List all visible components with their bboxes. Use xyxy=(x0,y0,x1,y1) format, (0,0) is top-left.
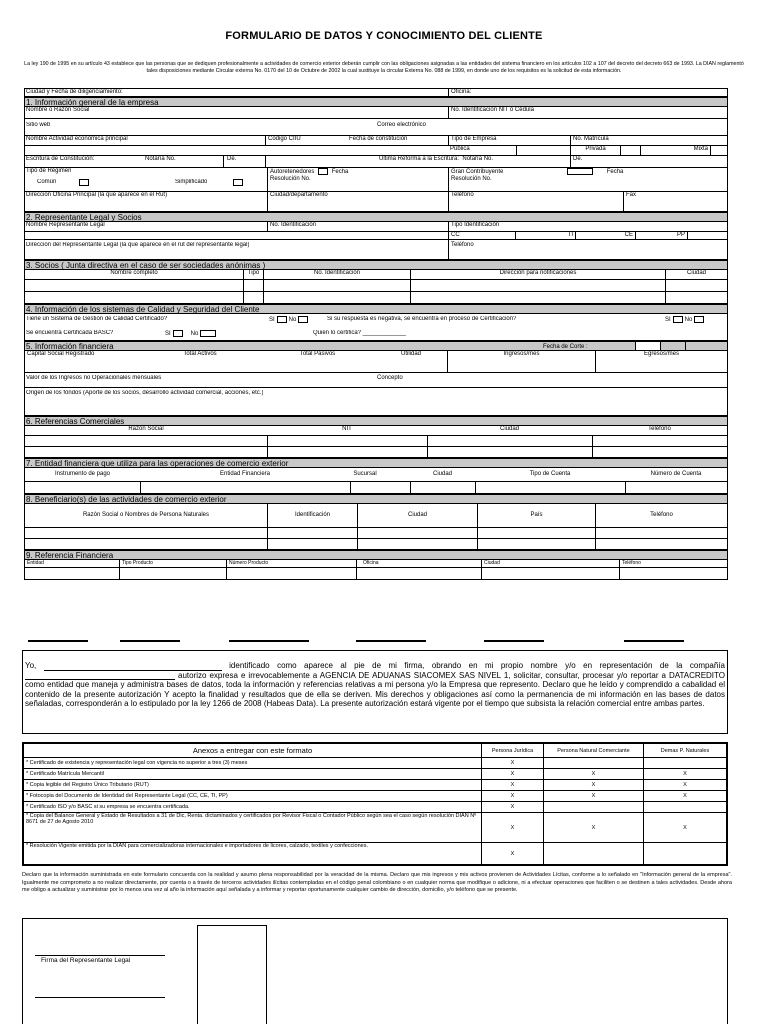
const-date-label: Fecha de constitución xyxy=(349,136,408,142)
section-7-title: 7. Entidad financiera que utiliza para las operaciones de comercio exterior xyxy=(26,459,289,468)
s2-row-1 xyxy=(25,222,727,232)
email-field[interactable] xyxy=(375,119,727,135)
annex-item-text: * Certificado de existencia y representación legal con vigencia no superior a tres (3) meses xyxy=(24,758,482,769)
notaria-label: Notaría No. xyxy=(145,156,176,162)
cut-date-box[interactable] xyxy=(635,342,661,350)
matricula-label: No. Matrícula xyxy=(573,136,609,142)
q1-si-checkbox[interactable] xyxy=(277,316,287,323)
section-9-underlines xyxy=(24,640,728,646)
header-row xyxy=(25,88,727,97)
annex-mark-juridica[interactable]: X xyxy=(482,780,544,791)
s6-col-city: Ciudad xyxy=(499,426,519,432)
s7-col-branch: Sucursal xyxy=(353,471,377,477)
s6-row-a[interactable] xyxy=(25,436,727,447)
annex-mark-natural[interactable]: X xyxy=(544,791,644,802)
other-income-label: Valor de los Ingresos no Operacionales mensuales xyxy=(26,375,162,381)
annex-item-text: * Copia legible del Registro Único Tributario (RUT) xyxy=(24,780,482,791)
s3-col-type: Tipo xyxy=(243,270,263,279)
s5-col-assets: Total Activos xyxy=(183,351,217,357)
ciiu-field[interactable] xyxy=(265,136,325,145)
email-label: Correo electrónico xyxy=(377,122,427,128)
ti-label: TI xyxy=(567,232,573,238)
annex-item-text: * Certificado ISO y/o BASC si su empresa se encuentra certificada. xyxy=(24,802,482,813)
s8-col-name: Razón Social o Nombres de Persona Naturales xyxy=(82,512,210,518)
fax-label: Fax xyxy=(626,192,637,198)
pp-label: PP xyxy=(676,232,685,238)
s7-col-city: Ciudad xyxy=(432,471,452,477)
publica-box[interactable] xyxy=(516,146,570,155)
declaration-paragraph: Declaro que la información suministrada en este formulario concuerda con la realidad y asumo plena responsabilidad por la veracidad de la misma. Declaro que mis ingresos y mis activos provienen de Actividades Lícitas, conforme a lo señalado en "Información general de la empresa". Igualmente me comprometo a no realizar directamente, por cuenta o a través de terceros actividades ilícitas contempladas en el código penal colombiano o en cualquier norma que modifique o adicione, ni a efectuar operaciones que faciliten o se destinen a tales actividades. Desde ahora me obligo a actualizar y suministrar por lo menos una vez al año la información aquí señalada y a informar y reportar oportunamente cualquier cambio de dirección, domicilio, y/o teléfono que se presente. xyxy=(22,872,732,894)
gran-resolucion-label: Resolución No. xyxy=(451,176,492,183)
rep-id-field[interactable] xyxy=(267,222,448,231)
s9-col-entity: Entidad xyxy=(27,560,44,566)
option-publica[interactable] xyxy=(448,146,516,155)
s7-col-headers xyxy=(25,468,727,482)
city-date-label: Ciudad y Fecha de diligenciamiento: xyxy=(26,89,123,95)
s3-col-city: Ciudad xyxy=(665,270,727,279)
s3-col-address: Dirección para notificaciones xyxy=(410,270,665,279)
section-9-title: 9. Referencia Financiera xyxy=(26,551,114,560)
option-privada[interactable] xyxy=(570,146,620,155)
phone-label: Teléfono xyxy=(451,192,474,198)
cut-date-divider xyxy=(685,342,686,350)
q2-no-label: No xyxy=(684,317,693,324)
s7-col-entity: Entidad Financiera xyxy=(219,471,271,477)
s1-row-escritura xyxy=(25,156,727,168)
annex-mark-juridica[interactable]: X xyxy=(482,758,544,769)
annex-mark-demas[interactable]: X xyxy=(644,769,727,780)
s3-row-a[interactable] xyxy=(25,280,727,292)
basc-si-checkbox[interactable] xyxy=(173,330,183,337)
s7-col-account-type: Tipo de Cuenta xyxy=(529,471,571,477)
s9-col-phone: Teléfono xyxy=(619,560,727,567)
annex-item-text: * Fotocopia del Documento de Identidad del Representante Legal (CC, CE, TI, PP) xyxy=(24,791,482,802)
ultima-reforma-label: Ultima Reforma a la Escritura: xyxy=(379,156,460,162)
id-ce[interactable] xyxy=(575,232,635,239)
rep-address-label: Dirección del Representante Legal (la que aparece en el rut del representante legal) xyxy=(26,242,250,248)
s1-row-web xyxy=(25,119,727,136)
section-4-title: 4. Información de los sistemas de Calidad y Seguridad del Cliente xyxy=(26,305,260,314)
company-name-label: Nombre o Razón Social xyxy=(26,107,90,113)
rep-phone-label: Teléfono xyxy=(451,242,474,248)
annex-item-text: * Resolución Vigente emitida por la DIAN para comercializadoras internacionales e importadores de licores, calzado, textiles y confecciones. xyxy=(24,843,482,865)
certifier-question[interactable]: Quién lo certifica? _____________ xyxy=(313,330,407,336)
s6-col-nit: NIT xyxy=(342,426,352,432)
annex-title: Anexos a entregar con este formato xyxy=(24,744,482,758)
signature-line[interactable] xyxy=(35,955,165,956)
s3-row-b[interactable] xyxy=(25,292,727,304)
city-dept-field[interactable] xyxy=(267,192,448,211)
cc-label: CC xyxy=(451,232,460,238)
rep-id-type-label: Tipo Identificación xyxy=(451,222,500,228)
auth-text-2: identificado como aparece al pie de mi firma, obrando en mi propio nombre y/o en representación de la compañía xyxy=(221,661,726,670)
annex-mark-natural[interactable] xyxy=(544,758,644,769)
id-ti[interactable] xyxy=(515,232,575,239)
section-5-header xyxy=(25,341,727,351)
q2-si-checkbox[interactable] xyxy=(673,316,683,323)
ce-label: CE xyxy=(624,232,633,238)
annex-col-natural: Persona Natural Comerciante xyxy=(544,744,644,758)
section-7-header xyxy=(25,458,727,468)
concept-label: Concepto xyxy=(377,375,403,381)
basc-si-label: SI xyxy=(165,331,171,338)
auth-company-blank[interactable] xyxy=(25,672,175,680)
autoretenedores-label: Autoretenedores xyxy=(270,169,315,176)
certification-process-question: Si su respuesta es negativa, se encuentra en proceso de Certificación? xyxy=(327,316,517,322)
auth-name-blank[interactable] xyxy=(44,663,222,671)
section-3-header xyxy=(25,260,727,270)
s5-col-liabilities: Total Pasivos xyxy=(299,351,336,357)
rep-id-type-field xyxy=(448,222,727,231)
id-pp-box[interactable] xyxy=(687,232,727,239)
section-5-title: 5. Información financiera xyxy=(26,342,114,351)
mixta-label: Mixta xyxy=(693,146,708,152)
basc-no-checkbox[interactable] xyxy=(200,330,216,337)
company-type-field xyxy=(448,136,568,145)
simplificado-label: Simplificado xyxy=(175,179,208,185)
annex-mark-demas[interactable]: X xyxy=(644,780,727,791)
section-8-title: 8. Beneficiario(s) de las actividades de comercio exterior xyxy=(26,495,227,504)
cut-date-label: Fecha de Corte : xyxy=(543,344,588,350)
section-4-header xyxy=(25,304,727,314)
s7-col-instrument: Instrumento de pago xyxy=(54,471,111,477)
activity-label: Nombre Actividad económica principal xyxy=(26,136,128,142)
s7-row-a[interactable] xyxy=(25,482,727,494)
s9-col-product-no: Número Producto xyxy=(226,560,356,567)
office-field[interactable] xyxy=(448,89,727,96)
gran-fecha-label: Fecha xyxy=(606,169,624,176)
autoret-fecha-label: Fecha xyxy=(331,169,349,176)
section-2-title: 2. Representante Legal y Socios xyxy=(26,213,142,222)
intro-paragraph: La ley 190 de 1995 en su artículo 43 establece que las personas que se dediquen profesionalmente a actividades de comercio exterior deberán cumplir con las obligaciones asignadas a las entidades del sistema financiero en los artículos 102 a 107 del decreto del decreto 663 de 1993. La DIAN reglamentó tales disposiciones mediante Circular externa No. 0170 del 10 de Octubre de 2002 la cual sustituye la circular Externa No. 088 de 1999, en donde uno de los requisitos es la solicitud de esta información. xyxy=(24,61,744,75)
privada-box[interactable] xyxy=(620,146,640,155)
publica-label: Pública xyxy=(450,146,470,152)
authorization-box xyxy=(22,650,728,734)
annex-row xyxy=(24,813,727,843)
q1-no-label: No xyxy=(288,317,297,324)
office-label: Oficina: xyxy=(451,89,472,95)
annex-item-text: * Certificado Matrícula Mercantil xyxy=(24,769,482,780)
s1-row-activity xyxy=(25,136,727,146)
concept-field[interactable] xyxy=(375,373,727,387)
s8-col-city: Ciudad xyxy=(357,504,477,527)
s1-row-address xyxy=(25,192,727,212)
id-pp[interactable] xyxy=(635,232,687,239)
s6-row-b[interactable] xyxy=(25,447,727,458)
section-2-header xyxy=(25,212,727,222)
s1-row-regimen xyxy=(25,168,727,192)
section-1-title: 1. Información general de la empresa xyxy=(26,98,159,107)
gran-contribuyente-label: Gran Contribuyente xyxy=(451,169,504,176)
autoretenedores-checkbox[interactable] xyxy=(318,168,328,175)
annex-mark-natural[interactable] xyxy=(544,802,644,813)
signature-label: Firma del Representante Legal xyxy=(41,957,131,964)
s8-row-a[interactable] xyxy=(25,528,727,539)
option-mixta[interactable] xyxy=(640,146,710,155)
auth-text-3: autorizo expresa e irrevocablemente a AGENCIA DE ADUANAS SIACOMEX SAS NIVEL 1, solicitar, consultar, procesar y/o reportar a DATACREDITO como entidad que maneja y administra bases de datos, toda la información y referencias relativas a mi persona y/o la Empresa que represento. Declaro que he leído y comprendido a cabalidad el contenido de la presente autorización Y acepto la finalidad y resultados que de ella se deriven. Mis derechos y obligaciones así como la permanencia de mi información en las bases de datos señaladas, corresponderán a lo estipulado por la ley 1266 de 2008 (Habeas Data). La presente autorización estará vigente por el tiempo que subsista la relación comercial entre ambas partes. xyxy=(25,670,725,709)
s8-col-id: Identificación xyxy=(267,504,357,527)
s3-col-headers xyxy=(25,270,727,280)
s8-col-phone: Teléfono xyxy=(595,504,727,527)
address-label: Dirección Oficina Principal (la que aparece en el Rut) xyxy=(26,192,168,198)
s1-row-type-options xyxy=(25,146,727,156)
signature-id-line[interactable] xyxy=(35,997,165,998)
section-1-header xyxy=(25,97,727,107)
annex-row xyxy=(24,791,727,802)
annex-mark-juridica[interactable]: X xyxy=(482,843,544,865)
annex-item-text: * Copia del Balance General y Estado de Resultados a 31 de Dic, Renta. dictaminados y certificados por Revisor Fiscal o Contador Público según sea el caso según resolución DIAN Nº 8671 de 27 de Agosto 2010 xyxy=(24,813,482,843)
de-label: De. xyxy=(227,156,237,162)
de2-label: De. xyxy=(573,156,583,162)
annex-mark-demas[interactable]: X xyxy=(644,813,727,843)
id-cc[interactable] xyxy=(448,232,515,239)
annex-mark-juridica[interactable]: X xyxy=(482,769,544,780)
main-form-grid xyxy=(24,88,728,580)
annexes-table xyxy=(22,742,728,866)
rep-phone-field[interactable] xyxy=(448,240,727,259)
auth-text-1: Yo, xyxy=(25,661,44,670)
annex-header-row xyxy=(24,744,727,758)
s8-row-b[interactable] xyxy=(25,539,727,550)
nit-field[interactable] xyxy=(448,107,727,118)
city-dept-label: Ciudad/departamento xyxy=(270,192,328,198)
s5-col-profit: Utilidad xyxy=(400,351,421,357)
annex-mark-demas[interactable] xyxy=(644,802,727,813)
s6-col-name: Razón Social xyxy=(128,426,164,432)
privada-label: Privada xyxy=(585,146,606,152)
s6-col-phone: Teléfono xyxy=(648,426,671,432)
s5-row-origin[interactable] xyxy=(25,388,727,416)
annex-mark-demas[interactable]: X xyxy=(644,791,727,802)
ciiu-label: Código CIIU xyxy=(268,136,301,142)
annex-mark-natural[interactable]: X xyxy=(544,780,644,791)
comun-label: Común xyxy=(37,179,57,185)
s5-col-expenses: Egresos/mes xyxy=(595,351,727,372)
annex-row xyxy=(24,758,727,769)
annex-mark-natural[interactable]: X xyxy=(544,769,644,780)
annex-row xyxy=(24,802,727,813)
company-type-label: Tipo de Empresa xyxy=(451,136,497,142)
s4-row-1 xyxy=(25,314,727,327)
annex-mark-demas[interactable] xyxy=(644,758,727,769)
q2-si-label: SI xyxy=(665,317,671,324)
s6-col-headers xyxy=(25,426,727,436)
fingerprint-box[interactable] xyxy=(197,925,267,1024)
s8-col-country: País xyxy=(477,504,595,527)
annex-row xyxy=(24,843,727,865)
annex-mark-juridica[interactable]: X xyxy=(482,791,544,802)
s8-col-headers xyxy=(25,504,727,528)
s3-col-name: Nombre completo xyxy=(110,270,158,276)
annex-mark-demas[interactable] xyxy=(644,843,727,865)
mixta-box[interactable] xyxy=(710,146,727,155)
s4-row-2 xyxy=(25,327,727,341)
notaria2-label: Notaría No. xyxy=(462,156,494,162)
annex-col-juridica: Persona Jurídica xyxy=(482,744,544,758)
funds-origin-label: Origen de los fondos (Aporte de los socios, desarrollo actividad comercial, acciones, etc.) xyxy=(26,390,264,396)
const-date-field[interactable] xyxy=(347,136,447,145)
signature-area xyxy=(22,918,728,1024)
section-3-title: 3. Socios ( Junta directiva en el caso de ser sociedades anónimas ) xyxy=(26,261,266,270)
annex-col-demas: Demas P. Naturales xyxy=(644,744,727,758)
annex-row xyxy=(24,780,727,791)
q1-no-checkbox[interactable] xyxy=(298,316,308,323)
annex-mark-juridica[interactable]: X xyxy=(482,813,544,843)
s9-col-product-type: Tipo Producto xyxy=(119,560,226,567)
comun-checkbox[interactable] xyxy=(79,179,89,186)
s2-row-address xyxy=(25,240,727,260)
s5-row-other-income xyxy=(25,373,727,388)
section-8-header xyxy=(25,494,727,504)
section-6-header xyxy=(25,416,727,426)
regimen-label: Tipo de Régimen xyxy=(26,168,72,174)
s1-row-name xyxy=(25,107,727,119)
section-6-title: 6. Referencias Comerciales xyxy=(26,417,125,426)
basc-question: Se encuentra Certificada BASC? xyxy=(26,330,114,336)
fax-field[interactable] xyxy=(623,192,727,211)
annex-mark-natural[interactable]: X xyxy=(544,813,644,843)
q1-si-label: SI xyxy=(269,317,275,324)
annex-mark-natural[interactable] xyxy=(544,843,644,865)
s9-row-a[interactable] xyxy=(25,568,727,580)
rep-id-label: No. Identificación xyxy=(270,222,317,228)
q2-no-checkbox[interactable] xyxy=(694,316,704,323)
notaria-field[interactable] xyxy=(143,156,223,167)
simplificado-checkbox[interactable] xyxy=(233,179,243,186)
autoret-resolucion-label: Resolución No. xyxy=(270,176,311,183)
s9-col-city: Ciudad xyxy=(481,560,619,567)
form-title: FORMULARIO DE DATOS Y CONOCIMIENTO DEL CLIENTE xyxy=(225,30,543,42)
website-label: Sitio web xyxy=(26,122,51,128)
autoretenedores-field xyxy=(267,168,449,191)
escritura-label: Escritura de Constitución: xyxy=(26,156,95,162)
matricula-field[interactable] xyxy=(570,136,727,145)
s5-col-headers xyxy=(25,351,727,373)
annex-mark-juridica[interactable]: X xyxy=(482,802,544,813)
section-9-header xyxy=(25,550,727,560)
s5-col-capital: Capital Social Registrado xyxy=(27,351,95,357)
nit-label: No. Identificación NIT ó Cédula xyxy=(451,107,534,113)
ultima-reforma-field[interactable] xyxy=(377,156,557,167)
s9-col-headers xyxy=(25,560,727,568)
de2-field[interactable] xyxy=(570,156,595,167)
basc-no-label: No xyxy=(190,331,199,338)
rep-name-label: Nombre Representante Legal xyxy=(26,222,105,228)
gran-contribuyente-field xyxy=(448,168,727,191)
de-box[interactable] xyxy=(265,156,377,167)
s3-col-id: No. Identificación xyxy=(263,270,410,279)
gran-contribuyente-checkbox[interactable] xyxy=(567,168,593,175)
s5-col-income: Ingresos/mes xyxy=(447,351,595,372)
s7-col-account-no: Número de Cuenta xyxy=(650,471,702,477)
quality-question: Tiene un Sistema de Gestión de Calidad Certificado? xyxy=(26,316,168,322)
annex-row xyxy=(24,769,727,780)
phone-field[interactable] xyxy=(448,192,623,211)
s9-col-office: Oficina xyxy=(356,560,481,567)
s2-row-idtypes xyxy=(25,232,727,240)
